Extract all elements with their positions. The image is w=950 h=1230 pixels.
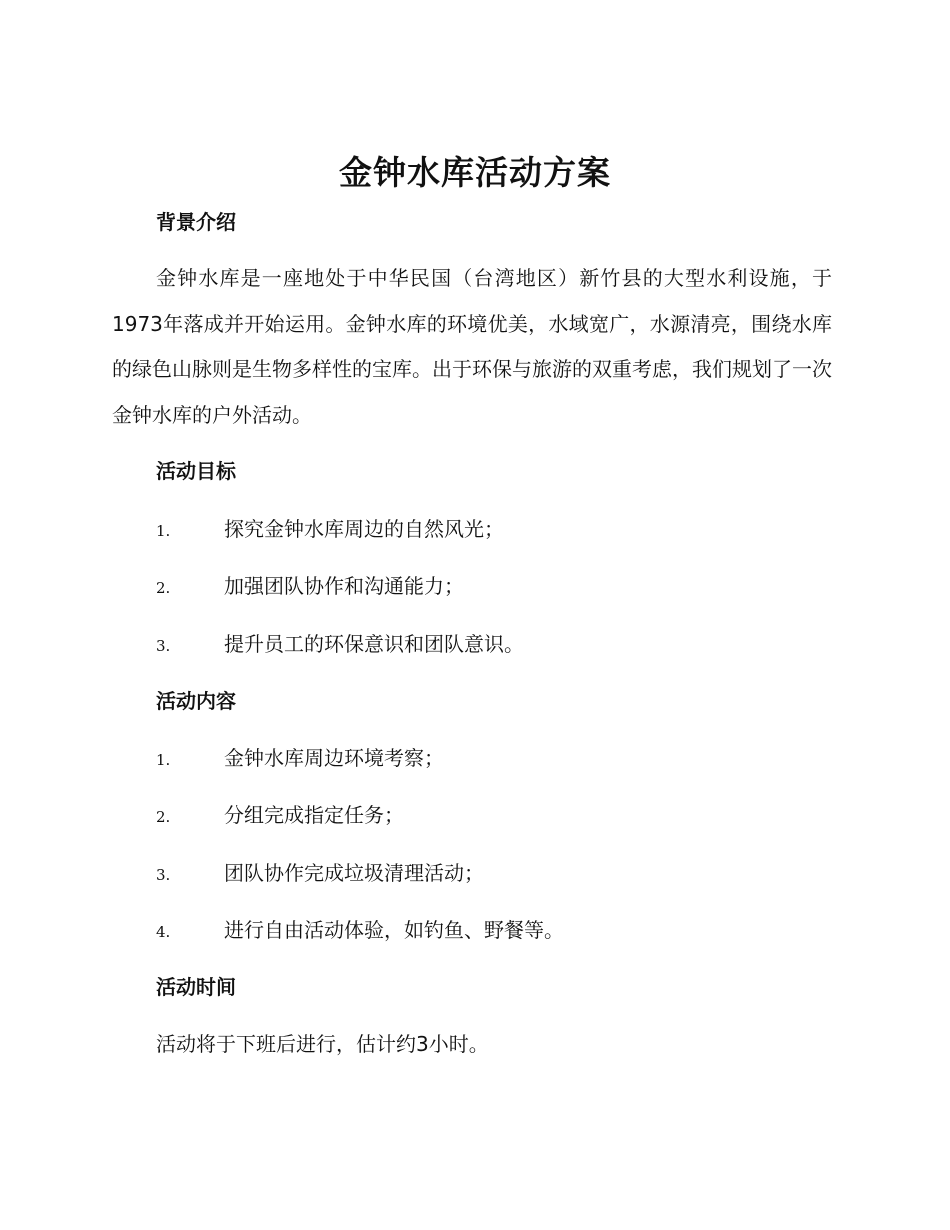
- list-text: 分组完成指定任务；: [224, 803, 404, 828]
- list-number: 1.: [156, 751, 171, 769]
- list-number: 2.: [156, 579, 171, 598]
- background-paragraph: 金钟水库是一座地处于中华民国（台湾地区）新竹县的大型水利设施，于1973年落成并开始运用。金钟水库的环境优美，水域宽广，水源清亮，围绕水库的绿色山脉则是生物多样性的宝库。出于环保与旅游的双重考虑，我们规划了一次金钟水库的户外活动。: [112, 266, 832, 427]
- list-text: 加强团队协作和沟通能力；: [224, 574, 464, 599]
- section-heading-time: 活动时间: [156, 975, 236, 999]
- time-paragraph: 活动将于下班后进行，估计约3小时。: [156, 1032, 489, 1056]
- section-heading-content: 活动内容: [156, 689, 236, 713]
- list-number: 2.: [156, 808, 171, 827]
- section-heading-background: 背景介绍: [156, 210, 236, 234]
- list-number: 4.: [156, 922, 171, 941]
- section-heading-goals: 活动目标: [156, 459, 236, 483]
- list-text: 金钟水库周边环境考察；: [224, 746, 444, 770]
- list-text: 提升员工的环保意识和团队意识。: [224, 631, 524, 656]
- list-text: 进行自由活动体验，如钓鱼、野餐等。: [224, 917, 564, 942]
- list-number: 1.: [156, 522, 171, 540]
- list-text: 团队协作完成垃圾清理活动；: [224, 860, 484, 885]
- document-title: 金钟水库活动方案: [339, 153, 611, 192]
- list-number: 3.: [156, 636, 171, 655]
- list-text: 探究金钟水库周边的自然风光；: [224, 517, 504, 541]
- list-number: 3.: [156, 865, 171, 884]
